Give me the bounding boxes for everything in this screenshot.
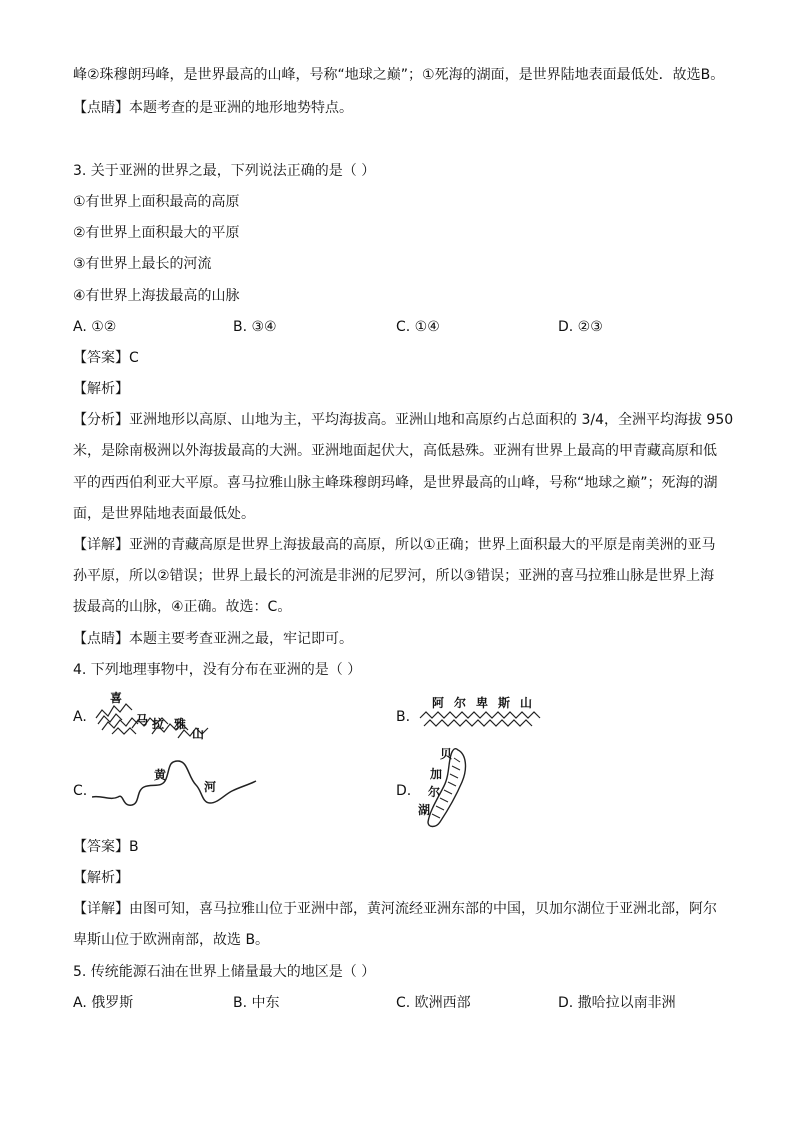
analysis-text: 米，是除南极洲以外海拔最高的大洲。亚洲地面起伏大，高低悬殊。亚洲有世界上最高的甲青藏高原和低 — [73, 443, 717, 459]
detail-text: 拔最高的山脉，④正确。故选：C。 — [73, 599, 292, 615]
himalaya-mountain-figure — [92, 688, 222, 744]
statement-1: ①有世界上面积最高的高原 — [73, 194, 240, 210]
map-label-char: 湖 — [418, 803, 431, 817]
lake-baikal-figure — [414, 744, 474, 830]
statement-4: ④有世界上海拔最高的山脉 — [73, 288, 240, 304]
q5-option-b: B. 中东 — [233, 995, 280, 1011]
analysis-text: 【分析】亚洲地形以高原、山地为主，平均海拔高。亚洲山地和高原约占总面积的 3/4，全洲平均海拔 950 — [73, 412, 734, 428]
q5-option-c: C. 欧洲西部 — [396, 995, 471, 1011]
map-label-char: 河 — [204, 780, 217, 794]
analysis-heading-4: 【解析】 — [73, 870, 129, 886]
detail-text: 【详解】由图可知，喜马拉雅山位于亚洲中部，黄河流经亚洲东部的中国，贝加尔湖位于亚洲北部，阿尔 — [73, 901, 717, 917]
map-label-char: 尔 — [428, 785, 441, 799]
map-label-char: 尔 — [454, 696, 467, 710]
map-label-char: 马 — [136, 713, 149, 727]
question-4-stem: 4. 下列地理事物中，没有分布在亚洲的是（ ） — [73, 662, 362, 678]
q3-option-b: B. ③④ — [233, 319, 277, 335]
q4-option-b-label: B. — [396, 709, 411, 725]
q5-option-a: A. 俄罗斯 — [73, 995, 134, 1011]
map-label-char: 卑 — [476, 696, 489, 710]
map-label-char: 黄 — [154, 768, 167, 782]
map-label-char: 斯 — [498, 696, 511, 710]
map-label-char: 加 — [430, 767, 443, 781]
text-line: 【点睛】本题考查的是亚洲的地形地势特点。 — [73, 100, 353, 116]
statement-3: ③有世界上最长的河流 — [73, 256, 212, 272]
q3-option-a: A. ①② — [73, 319, 117, 335]
q4-option-c-label: C. — [73, 783, 88, 799]
question-5-stem: 5. 传统能源石油在世界上储量最大的地区是（ ） — [73, 964, 376, 980]
q3-option-c: C. ①④ — [396, 319, 440, 335]
map-label-char: 山 — [192, 727, 205, 741]
yellow-river-figure — [92, 755, 262, 815]
answer-3: 【答案】C — [73, 350, 139, 366]
analysis-heading-3: 【解析】 — [73, 381, 129, 397]
map-label-char: 拉 — [152, 717, 165, 731]
statement-2: ②有世界上面积最大的平原 — [73, 225, 240, 241]
map-label-char: 阿 — [432, 696, 445, 710]
map-label-char: 山 — [520, 696, 533, 710]
q3-option-d: D. ②③ — [558, 319, 603, 335]
alps-mountain-figure — [418, 694, 543, 734]
q5-option-d: D. 撒哈拉以南非洲 — [558, 995, 676, 1011]
q4-option-d-label: D. — [396, 783, 412, 799]
analysis-text: 平的西西伯利亚大平原。喜马拉雅山脉主峰珠穆朗玛峰，是世界最高的山峰，号称“地球之巅”；死海的湖 — [73, 475, 718, 491]
answer-4: 【答案】B — [73, 839, 139, 855]
analysis-text: 面，是世界陆地表面最低处。 — [73, 506, 255, 522]
detail-text: 孙平原，所以②错误；世界上最长的河流是非洲的尼罗河，所以③错误；亚洲的喜马拉雅山脉是世界上海 — [73, 568, 715, 584]
map-label-char: 贝 — [440, 747, 453, 761]
question-3-stem: 3. 关于亚洲的世界之最，下列说法正确的是（ ） — [73, 163, 376, 179]
comment-3: 【点睛】本题主要考查亚洲之最，牢记即可。 — [73, 631, 353, 647]
detail-text: 【详解】亚洲的青藏高原是世界上海拔最高的高原，所以①正确；世界上面积最大的平原是南美洲的亚马 — [73, 537, 716, 553]
map-label-char: 喜 — [110, 691, 123, 705]
map-label-char: 雅 — [174, 717, 187, 731]
detail-text: 卑斯山位于欧洲南部，故选 B。 — [73, 932, 270, 948]
q4-option-a-label: A. — [73, 709, 87, 725]
text-line: 峰②珠穆朗玛峰，是世界最高的山峰，号称“地球之巅”；①死海的湖面，是世界陆地表面最低处．故选B。 — [73, 67, 725, 83]
